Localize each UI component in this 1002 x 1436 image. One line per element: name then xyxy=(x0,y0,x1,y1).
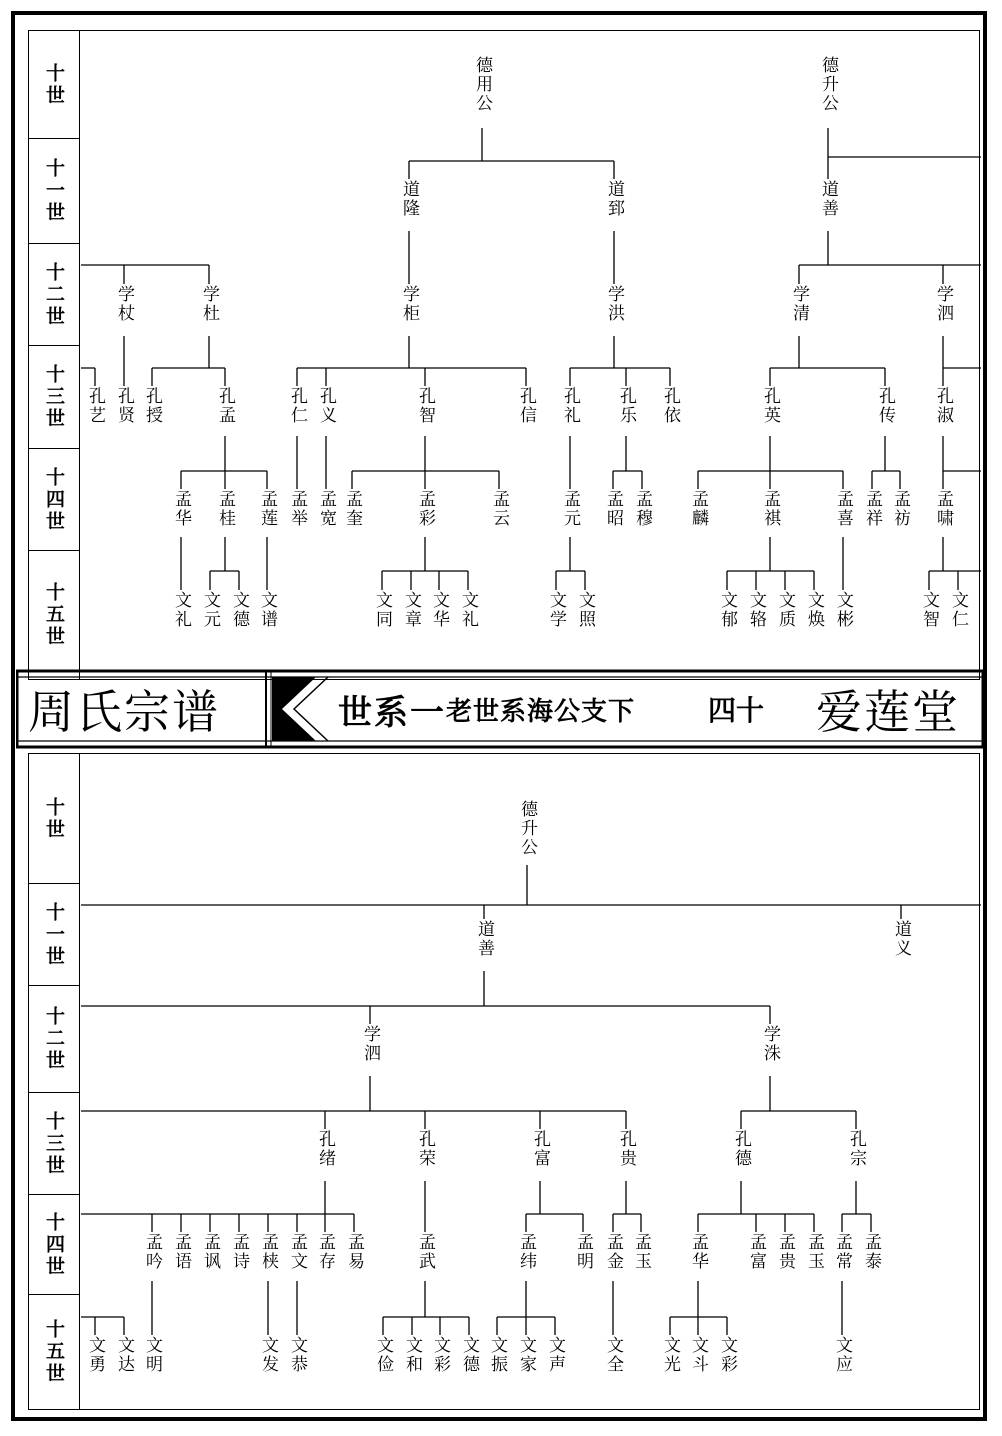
person-name: 文同 xyxy=(372,591,392,629)
person-name: 文彩 xyxy=(717,1336,737,1374)
person-name: 文彬 xyxy=(833,591,853,629)
person-name: 孟纬 xyxy=(516,1233,536,1271)
person-name: 学杖 xyxy=(114,285,134,323)
person-name: 文明 xyxy=(142,1336,162,1374)
person-name: 文智 xyxy=(919,591,939,629)
person-name: 道郅 xyxy=(604,180,624,218)
person-name: 文学 xyxy=(546,591,566,629)
person-name: 文发 xyxy=(258,1336,278,1374)
person-name: 孟华 xyxy=(688,1233,708,1271)
person-name: 孔义 xyxy=(316,387,336,425)
person-name: 孟举 xyxy=(287,490,307,528)
person-name: 文礼 xyxy=(458,591,478,629)
person-name: 文礼 xyxy=(171,591,191,629)
book-title: 周氏宗谱 xyxy=(28,685,220,739)
person-name: 孟讽 xyxy=(200,1233,220,1271)
person-name: 孟穆 xyxy=(632,490,652,528)
generation-label: 十世 xyxy=(43,796,65,841)
person-name: 孟文 xyxy=(287,1233,307,1271)
person-name: 孔乐 xyxy=(616,387,636,425)
person-name: 文焕 xyxy=(804,591,824,629)
generation-label: 十三世 xyxy=(43,1110,65,1177)
person-name: 学清 xyxy=(789,285,809,323)
generation-label: 十四世 xyxy=(43,1211,65,1278)
generation-label: 十二世 xyxy=(43,1006,65,1072)
person-name: 孟桂 xyxy=(215,490,235,528)
person-name: 学柜 xyxy=(399,285,419,323)
person-name: 文光 xyxy=(660,1336,680,1374)
person-name: 文应 xyxy=(832,1336,852,1374)
person-name: 孟玉 xyxy=(804,1233,824,1271)
person-name: 孟𬂩 xyxy=(258,1233,278,1271)
generation-label: 十二世 xyxy=(43,261,65,328)
person-name: 孟玉 xyxy=(631,1233,651,1271)
person-name: 文勇 xyxy=(85,1336,105,1374)
person-name: 文和 xyxy=(402,1336,422,1374)
person-name: 孟泰 xyxy=(861,1233,881,1271)
person-name: 道隆 xyxy=(399,180,419,218)
person-name: 文质 xyxy=(775,591,795,629)
branch-title: 老世系海公支下 xyxy=(446,696,636,727)
person-name: 孟武 xyxy=(415,1233,435,1271)
person-name: 文声 xyxy=(545,1336,565,1374)
person-name: 孟彩 xyxy=(415,490,435,528)
generation-label: 十世 xyxy=(43,62,65,107)
person-name: 孔智 xyxy=(415,387,435,425)
person-name: 文彩 xyxy=(430,1336,450,1374)
bottom-genealogy-panel xyxy=(28,753,980,1410)
person-name: 德用公 xyxy=(472,56,492,113)
person-name: 孔绪 xyxy=(315,1130,335,1168)
person-name: 孟语 xyxy=(171,1233,191,1271)
person-name: 孟啸 xyxy=(933,490,953,528)
person-name: 孔仁 xyxy=(287,387,307,425)
person-name: 孟明 xyxy=(573,1233,593,1271)
person-name: 孟易 xyxy=(344,1233,364,1271)
page-number: 四十 xyxy=(708,694,765,727)
person-name: 孟奎 xyxy=(342,490,362,528)
person-name: 文家 xyxy=(516,1336,536,1374)
person-name: 文斗 xyxy=(688,1336,708,1374)
person-name: 孟云 xyxy=(489,490,509,528)
person-name: 孟华 xyxy=(171,490,191,528)
person-name: 孔授 xyxy=(142,387,162,425)
hall-name: 爱莲堂 xyxy=(816,685,960,739)
generation-label: 十四世 xyxy=(43,466,65,533)
person-name: 孟祺 xyxy=(760,490,780,528)
person-name: 孟诗 xyxy=(229,1233,249,1271)
generation-label: 十五世 xyxy=(43,1318,65,1385)
person-name: 孔德 xyxy=(731,1130,751,1168)
person-name: 孔礼 xyxy=(560,387,580,425)
person-name: 文德 xyxy=(459,1336,479,1374)
person-name: 文元 xyxy=(200,591,220,629)
person-name: 学泗 xyxy=(360,1025,380,1063)
person-name: 孔信 xyxy=(516,387,536,425)
top-genealogy-panel xyxy=(28,30,980,680)
person-name: 孟吟 xyxy=(142,1233,162,1271)
person-name: 文郁 xyxy=(717,591,737,629)
person-name: 文振 xyxy=(487,1336,507,1374)
person-name: 文达 xyxy=(114,1336,134,1374)
person-name: 文章 xyxy=(401,591,421,629)
person-name: 孟祥 xyxy=(862,490,882,528)
person-name: 孔依 xyxy=(660,387,680,425)
section-title: 世系一 xyxy=(338,692,446,733)
person-name: 道善 xyxy=(818,180,838,218)
person-name: 孟富 xyxy=(746,1233,766,1271)
person-name: 学泗 xyxy=(933,285,953,323)
tree-lines xyxy=(29,31,981,681)
generation-label: 十五世 xyxy=(43,581,65,648)
person-name: 德升公 xyxy=(818,56,838,113)
person-name: 文照 xyxy=(575,591,595,629)
person-name: 孟贵 xyxy=(775,1233,795,1271)
generation-label: 十一世 xyxy=(43,901,65,968)
person-name: 孟金 xyxy=(603,1233,623,1271)
person-name: 文全 xyxy=(603,1336,623,1374)
person-name: 孔宗 xyxy=(846,1130,866,1168)
person-name: 文德 xyxy=(229,591,249,629)
person-name: 孟麟 xyxy=(688,490,708,528)
person-name: 孔淑 xyxy=(933,387,953,425)
person-name: 孔贤 xyxy=(114,387,134,425)
person-name: 文恭 xyxy=(287,1336,307,1374)
person-name: 学洙 xyxy=(760,1025,780,1063)
person-name: 学洪 xyxy=(604,285,624,323)
person-name: 孔传 xyxy=(875,387,895,425)
person-name: 孔艺 xyxy=(85,387,105,425)
person-name: 学杜 xyxy=(199,285,219,323)
person-name: 孟常 xyxy=(832,1233,852,1271)
person-name: 文谱 xyxy=(257,591,277,629)
person-name: 孔英 xyxy=(760,387,780,425)
person-name: 孟莲 xyxy=(257,490,277,528)
person-name: 孟祊 xyxy=(890,490,910,528)
person-name: 孟存 xyxy=(315,1233,335,1271)
person-name: 德升公 xyxy=(517,800,537,857)
person-name: 孔孟 xyxy=(215,387,235,425)
person-name: 孟宽 xyxy=(316,490,336,528)
title-banner xyxy=(16,669,984,749)
person-name: 孟元 xyxy=(560,490,580,528)
person-name: 孔富 xyxy=(530,1130,550,1168)
person-name: 道义 xyxy=(891,920,911,958)
person-name: 文辂 xyxy=(746,591,766,629)
generation-label: 十三世 xyxy=(43,364,65,430)
person-name: 文俭 xyxy=(373,1336,393,1374)
tree-lines xyxy=(29,754,981,1411)
person-name: 文华 xyxy=(429,591,449,629)
person-name: 孔贵 xyxy=(616,1130,636,1168)
person-name: 孟昭 xyxy=(603,490,623,528)
person-name: 道善 xyxy=(474,920,494,958)
person-name: 孟喜 xyxy=(833,490,853,528)
person-name: 文仁 xyxy=(948,591,968,629)
person-name: 孔荣 xyxy=(415,1130,435,1168)
generation-label: 十一世 xyxy=(43,158,65,224)
